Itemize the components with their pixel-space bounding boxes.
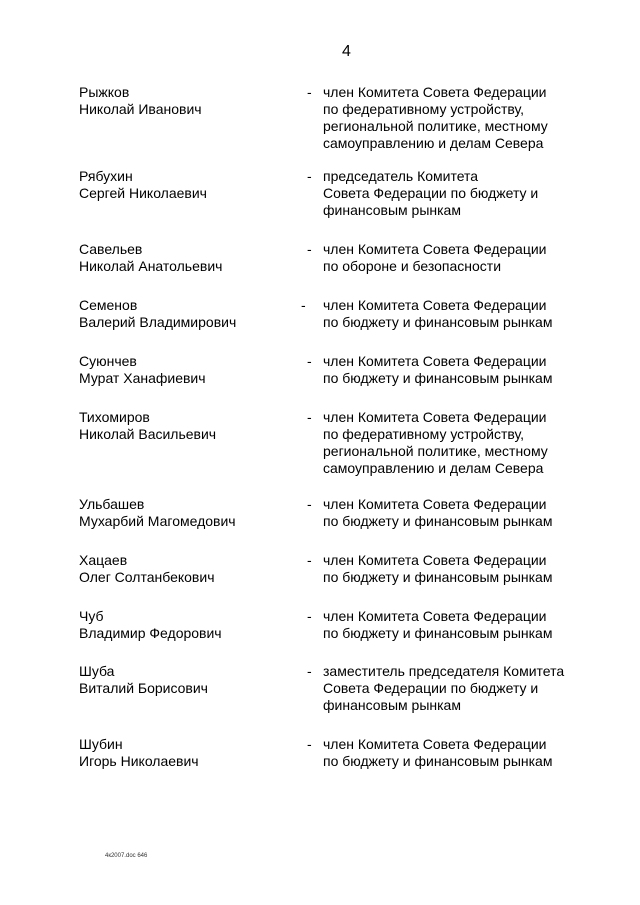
role-line: член Комитета Совета Федерации [323, 496, 547, 512]
member-surname: Чуб [79, 608, 104, 624]
member-surname: Ульбашев [79, 496, 145, 512]
role-line: по бюджету и финансовым рынкам [323, 314, 553, 330]
member-surname: Тихомиров [79, 409, 150, 425]
member-role [323, 168, 538, 219]
role-line: председатель Комитета [323, 168, 479, 184]
member-given-name: Сергей Николаевич [79, 185, 207, 201]
separator-dash: - [307, 353, 312, 369]
member-given-name: Мурат Ханафиевич [79, 370, 206, 386]
role-line: член Комитета Совета Федерации [323, 608, 547, 624]
role-line: по федеративному устройству, [323, 426, 525, 442]
role-line: член Комитета Совета Федерации [323, 84, 547, 100]
member-role [323, 552, 552, 586]
separator-dash: - [307, 496, 312, 512]
member-given-name: Николай Васильевич [79, 426, 217, 442]
role-line: Совета Федерации по бюджету и [323, 680, 539, 696]
member-given-name: Николай Анатольевич [79, 258, 223, 274]
role-line: региональной политике, местному [323, 118, 548, 134]
role-line: региональной политике, местному [323, 443, 548, 459]
member-given-name: Мухарбий Магомедович [79, 513, 236, 529]
document-footer: 4к2007.doc 646 [105, 853, 148, 859]
role-line: по обороне и безопасности [323, 258, 502, 274]
page-number: 4 [342, 43, 351, 60]
member-name [79, 353, 206, 387]
role-line: Совета Федерации по бюджету и [323, 185, 539, 201]
member-name [79, 496, 236, 530]
member-name [79, 663, 208, 697]
separator-dash: - [307, 736, 312, 752]
member-role [323, 241, 547, 275]
member-given-name: Игорь Николаевич [79, 753, 199, 769]
role-line: заместитель председателя Комитета [323, 663, 565, 679]
role-line: член Комитета Совета Федерации [323, 736, 547, 752]
member-given-name: Валерий Владимирович [79, 314, 237, 330]
member-role [323, 84, 548, 152]
role-line: по федеративному устройству, [323, 101, 525, 117]
member-name [79, 84, 202, 118]
separator-dash: - [307, 409, 312, 425]
member-name [79, 409, 216, 443]
member-name [79, 608, 222, 642]
role-line: по бюджету и финансовым рынкам [323, 753, 553, 769]
role-line: финансовым рынкам [323, 202, 461, 218]
role-line: по бюджету и финансовым рынкам [323, 569, 553, 585]
role-line: член Комитета Совета Федерации [323, 353, 547, 369]
role-line: член Комитета Совета Федерации [323, 297, 547, 313]
separator-dash: - [307, 552, 312, 568]
member-given-name: Николай Иванович [79, 101, 202, 117]
member-given-name: Олег Солтанбекович [79, 569, 215, 585]
member-role [323, 496, 552, 530]
member-name [79, 297, 236, 331]
role-line: член Комитета Совета Федерации [323, 241, 547, 257]
separator-dash: - [307, 168, 312, 184]
role-line: член Комитета Совета Федерации [323, 552, 547, 568]
role-line: по бюджету и финансовым рынкам [323, 513, 553, 529]
member-name [79, 241, 222, 275]
role-line: по бюджету и финансовым рынкам [323, 370, 553, 386]
member-name [79, 736, 199, 770]
member-surname: Шуба [79, 663, 115, 679]
separator-dash: - [307, 241, 312, 257]
member-surname: Хацаев [79, 552, 128, 568]
member-name [79, 552, 214, 586]
role-line: по бюджету и финансовым рынкам [323, 625, 553, 641]
member-role [323, 736, 552, 770]
separator-dash: - [307, 84, 312, 100]
role-line: самоуправлению и делам Севера [323, 135, 544, 151]
member-role [323, 608, 552, 642]
member-role [323, 663, 564, 714]
member-surname: Савельев [79, 241, 143, 257]
role-line: финансовым рынкам [323, 697, 461, 713]
separator-dash: - [307, 608, 312, 624]
role-line: член Комитета Совета Федерации [323, 409, 547, 425]
member-given-name: Владимир Федорович [79, 625, 222, 641]
member-role [323, 409, 548, 477]
member-role [323, 297, 552, 331]
member-surname: Семенов [79, 297, 138, 313]
member-surname: Шубин [79, 736, 123, 752]
member-role [323, 353, 552, 387]
separator-dash: - [301, 297, 306, 313]
member-given-name: Виталий Борисович [79, 680, 208, 696]
role-line: самоуправлению и делам Севера [323, 460, 544, 476]
member-name [79, 168, 207, 202]
member-surname: Суюнчев [79, 353, 137, 369]
member-surname: Рябухин [79, 168, 133, 184]
member-surname: Рыжков [79, 84, 130, 100]
separator-dash: - [307, 663, 312, 679]
